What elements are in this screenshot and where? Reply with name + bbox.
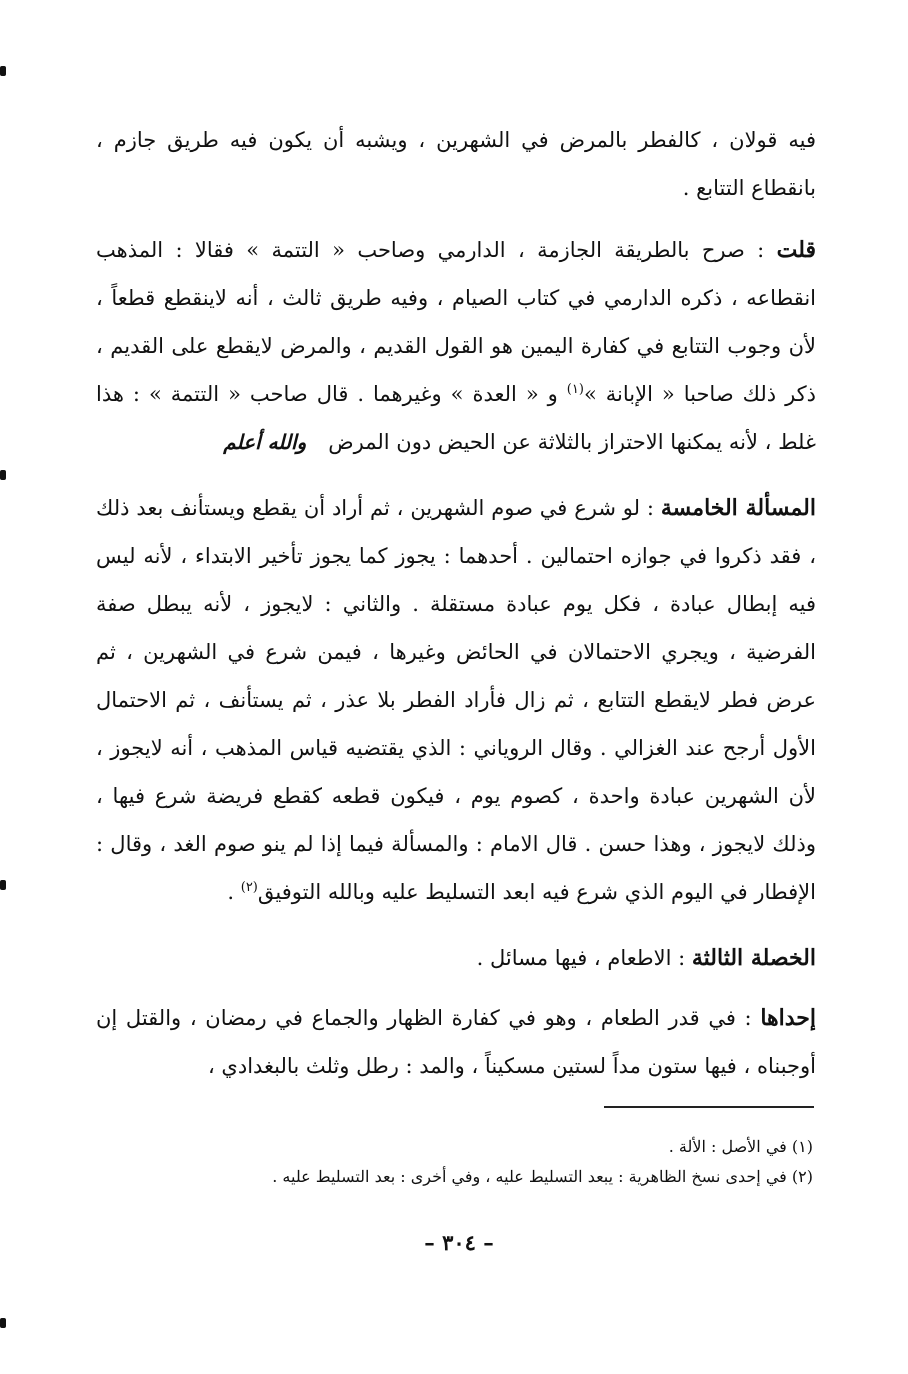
ihdaha-lead: إحداها: [760, 1005, 816, 1031]
ihdaha-paragraph-block: [96, 994, 816, 1090]
footnote-ref-2: (٢): [240, 880, 258, 895]
footnote-1: (١) في الأصل : الألة .: [668, 1137, 813, 1156]
footnotes: [93, 1132, 813, 1192]
khasla-3-heading: [96, 934, 816, 982]
qultu-text: : صرح بالطريقة الجازمة ، الدارمي وصاحب « التتمة » فقالا : المذهب انقطاعه ، ذكره الدارمي في كتاب الصيام ، وفيه طريق ثالث ، أنه لاينقطع قطعاً ، لأن وجوب التتابع في كفارة اليمين هو القول القديم ، والمرض لايقطع على القديم ، ذكر ذلك صاحبا « الإبانة »: [96, 238, 817, 406]
closing-formula: والله أعلم: [223, 430, 307, 454]
intro-paragraph: فيه قولان ، كالفطر بالمرض في الشهرين ، ويشبه أن يكون فيه طريق جازم ، بانقطاع التتابع .: [96, 128, 816, 200]
margin-mark: [0, 66, 6, 76]
margin-mark: [0, 880, 6, 890]
qultu-paragraph-block: [96, 226, 816, 466]
khasla-3-lead: الخصلة الثالثة: [691, 945, 816, 971]
footnote-separator: [604, 1106, 814, 1108]
khasla-3-text: : الاطعام ، فيها مسائل .: [476, 946, 692, 970]
footnote-2: (٢) في إحدى نسخ الظاهرية : يبعد التسليط عليه ، وفي أخرى : بعد التسليط عليه .: [272, 1167, 813, 1186]
qultu-text-after-note: و « العدة » وغيرهما . قال صاحب « التتمة » : هذا غلط ، لأنه يمكنها الاحتراز بالثلاثة عن الحيض دون المرض: [96, 382, 816, 454]
footnote-ref-1: (١): [566, 382, 584, 397]
qultu-paragraph: [96, 226, 816, 466]
page-number: – ٣٠٤ –: [424, 1230, 494, 1255]
margin-mark: [0, 470, 6, 480]
masala-5-paragraph: [96, 484, 816, 916]
khasla-paragraph-block: [96, 934, 816, 982]
ihdaha-text: : في قدر الطعام ، وهو في كفارة الظهار والجماع في رمضان ، والقتل إن أوجبناه ، فيها ستون مداً لستين مسكيناً ، والمد : رطل وثلث بالبغدادي ،: [96, 1006, 816, 1078]
qultu-lead: قلت: [776, 237, 816, 263]
masala-5-text: : لو شرع في صوم الشهرين ، ثم أراد أن يقطع ويستأنف بعد ذلك ، فقد ذكروا في جوازه احتمالين . أحدهما : يجوز كما يجوز تأخير الابتداء ، لأنه ليس فيه إبطال عبادة ، فكل يوم عبادة مستقلة . والثاني : لايجوز ، لأنه يبطل صفة الفرضية ، ويجري الاحتمالان في الحائض وغيرها ، فيمن شرع في الشهرين ، ثم عرض فطر لايقطع التتابع ، ثم زال فأراد الفطر بلا عذر ، ثم يستأنف ، ثم الاحتمال الأول أرجح عند الغزالي . وقال الروياني : الذي يقتضيه قياس المذهب ، أنه لايجوز ، لأن الشهرين عبادة واحدة ، كصوم يوم ، فيكون قطعه كقطع فريضة شرع فيها ، وذلك لايجوز ، وهذا حسن . قال الامام : والمسألة فيما إذا لم ينو صوم الغد ، وقال : الإفطار في اليوم الذي شرع فيه ابعد التسليط عليه وبالله التوفيق: [96, 496, 816, 904]
masala-paragraph-block: [96, 484, 816, 916]
intro-paragraph-block: [96, 116, 816, 212]
masala-5-end: .: [227, 880, 241, 904]
masala-5-lead: المسألة الخامسة: [660, 495, 816, 521]
margin-mark: [0, 1318, 6, 1328]
ihdaha-paragraph: [96, 994, 816, 1090]
